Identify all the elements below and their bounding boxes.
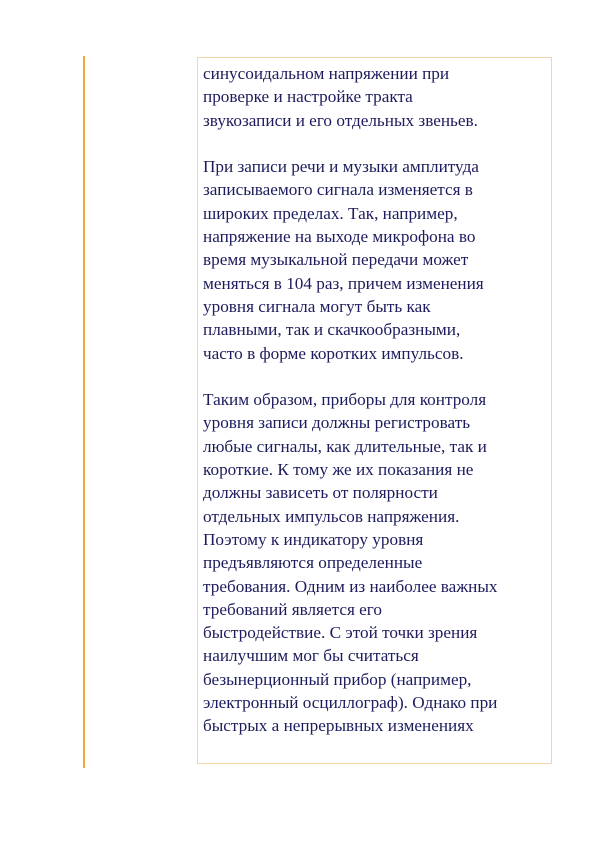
text-line: Поэтому к индикатору уровня (203, 529, 424, 549)
text-body (203, 62, 553, 738)
text-line: часто в форме коротких импульсов. (203, 343, 464, 363)
paragraph-2 (203, 155, 553, 365)
text-line: короткие. К тому же их показания не (203, 460, 474, 480)
text-line: должны зависеть от полярности (203, 483, 438, 503)
margin-rule (83, 56, 85, 768)
text-line: При записи речи и музыки амплитуда (203, 157, 479, 177)
text-line: любые сигналы, как длительные, так и (203, 436, 487, 456)
text-line: синусоидальном напряжении при (203, 64, 450, 83)
text-line: время музыкальной передачи может (203, 250, 469, 270)
text-line: проверке и настройке тракта (203, 87, 413, 107)
text-line: предъявляются определенные (203, 553, 423, 573)
text-line: требования. Одним из наиболее важных (203, 576, 498, 596)
text-line: электронный осциллограф). Однако при (203, 693, 498, 713)
text-line: требований является его (203, 599, 382, 619)
text-line: записываемого сигнала изменяется в (203, 180, 473, 200)
text-line: уровня записи должны регистровать (203, 413, 471, 433)
text-line: плавными, так и скачкообразными, (203, 320, 461, 340)
paragraph-1 (203, 62, 553, 132)
text-line: уровня сигнала могут быть как (203, 296, 431, 316)
text-line: Таким образом, приборы для контроля (203, 390, 487, 410)
text-line: меняться в 104 раз, причем изменения (203, 273, 484, 293)
text-line: быстродействие. С этой точки зрения (203, 623, 478, 643)
paragraph-3 (203, 388, 553, 737)
text-line: наилучшим мог бы считаться (203, 646, 419, 666)
text-line: быстрых а непрерывных изменениях (203, 716, 474, 736)
text-line: отдельных импульсов напряжения. (203, 506, 460, 526)
text-line: безынерционный прибор (например, (203, 669, 472, 689)
text-line: звукозаписи и его отдельных звеньев. (203, 110, 478, 130)
text-line: напряжение на выходе микрофона во (203, 227, 476, 247)
text-line: широких пределах. Так, например, (203, 203, 458, 223)
